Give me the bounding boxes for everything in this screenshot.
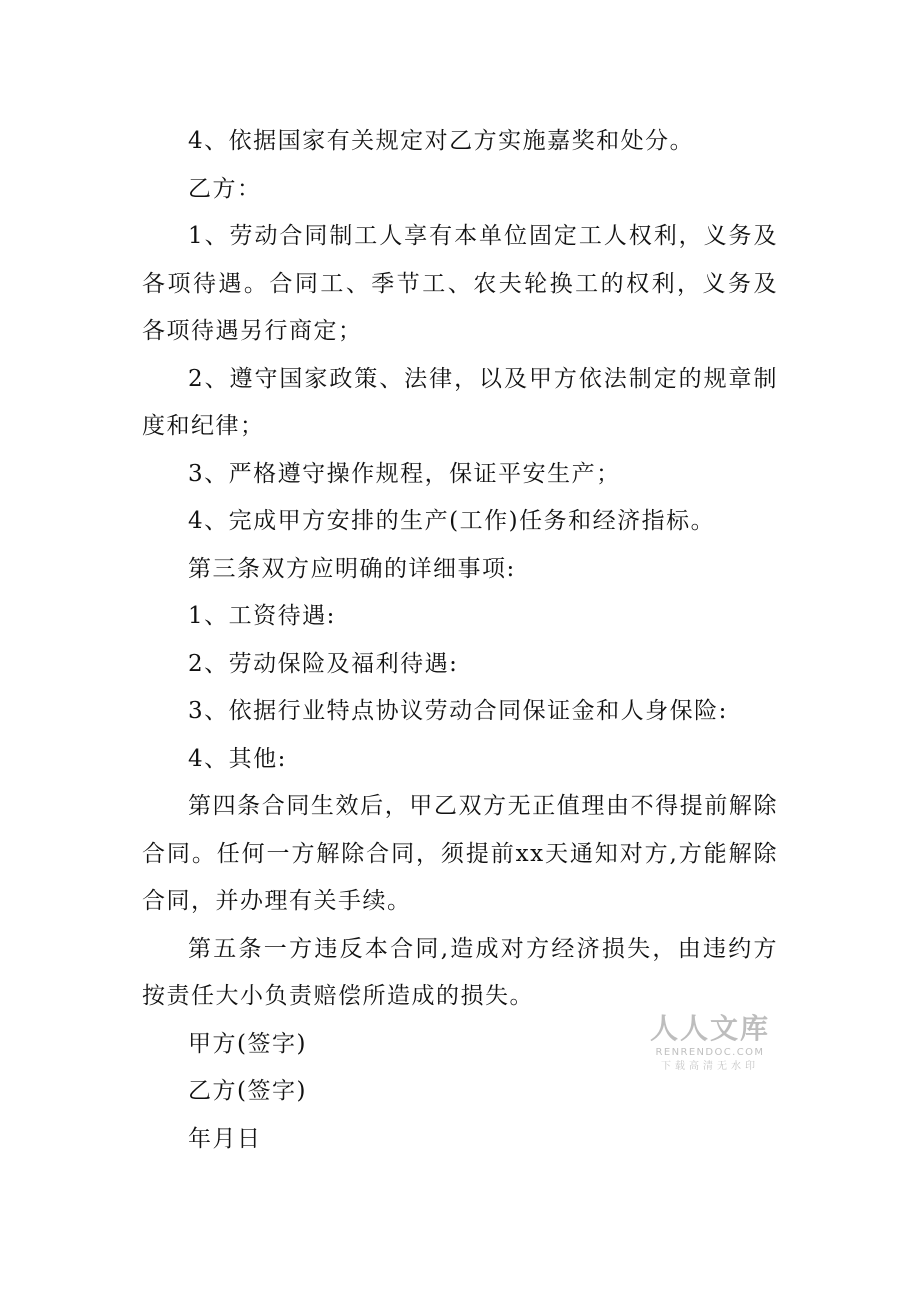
paragraph-wages: 1、工资待遇: <box>188 603 336 629</box>
watermark-domain: RENRENDOC.COM <box>655 1047 765 1058</box>
watermark-logo <box>648 1012 772 1074</box>
paragraph-safety: 3、严格遵守操作规程，保证平安生产； <box>188 460 621 487</box>
paragraph-insurance-welfare: 2、劳动保险及福利待遇: <box>188 650 459 677</box>
watermark-title: 人人文库 <box>649 1012 770 1045</box>
paragraph-deposit-insurance: 3、依据行业特点协议劳动合同保证金和人身保险: <box>188 698 728 724</box>
paragraph-article-four: 第四条合同生效后，甲乙双方无正值理由不得提前解除合同。任何一方解除合同，须提前xx天通知对方,方能解除合同，并办理有关手续。 <box>142 793 778 914</box>
signature-party-a: 甲方(签字) <box>188 1030 307 1057</box>
paragraph-comply-policy: 2、遵守国家政策、法律，以及甲方依法制定的规章制度和纪律； <box>142 365 778 439</box>
paragraph-reward-punishment: 4、依据国家有关规定对乙方实施嘉奖和处分。 <box>188 128 695 154</box>
watermark-tagline: 下载高清无水印 <box>661 1061 759 1072</box>
paragraph-party-b-heading: 乙方： <box>188 175 262 202</box>
paragraph-other: 4、其他: <box>188 745 287 772</box>
signature-date: 年月日 <box>188 1125 262 1152</box>
signature-party-b: 乙方(签字) <box>188 1078 307 1104</box>
paragraph-tasks: 4、完成甲方安排的生产(工作)任务和经济指标。 <box>188 508 716 534</box>
paragraph-worker-rights: 1、劳动合同制工人享有本单位固定工人权利，义务及各项待遇。合同工、季节工、农夫轮换工的权利，义务及各项待遇另行商定； <box>142 223 778 344</box>
document-body <box>142 118 778 1163</box>
paragraph-article-five: 第五条一方违反本合同,造成对方经济损失，由违约方按责任大小负责赔偿所造成的损失。 <box>142 935 778 1009</box>
paragraph-article-three: 第三条双方应明确的详细事项: <box>188 555 516 582</box>
